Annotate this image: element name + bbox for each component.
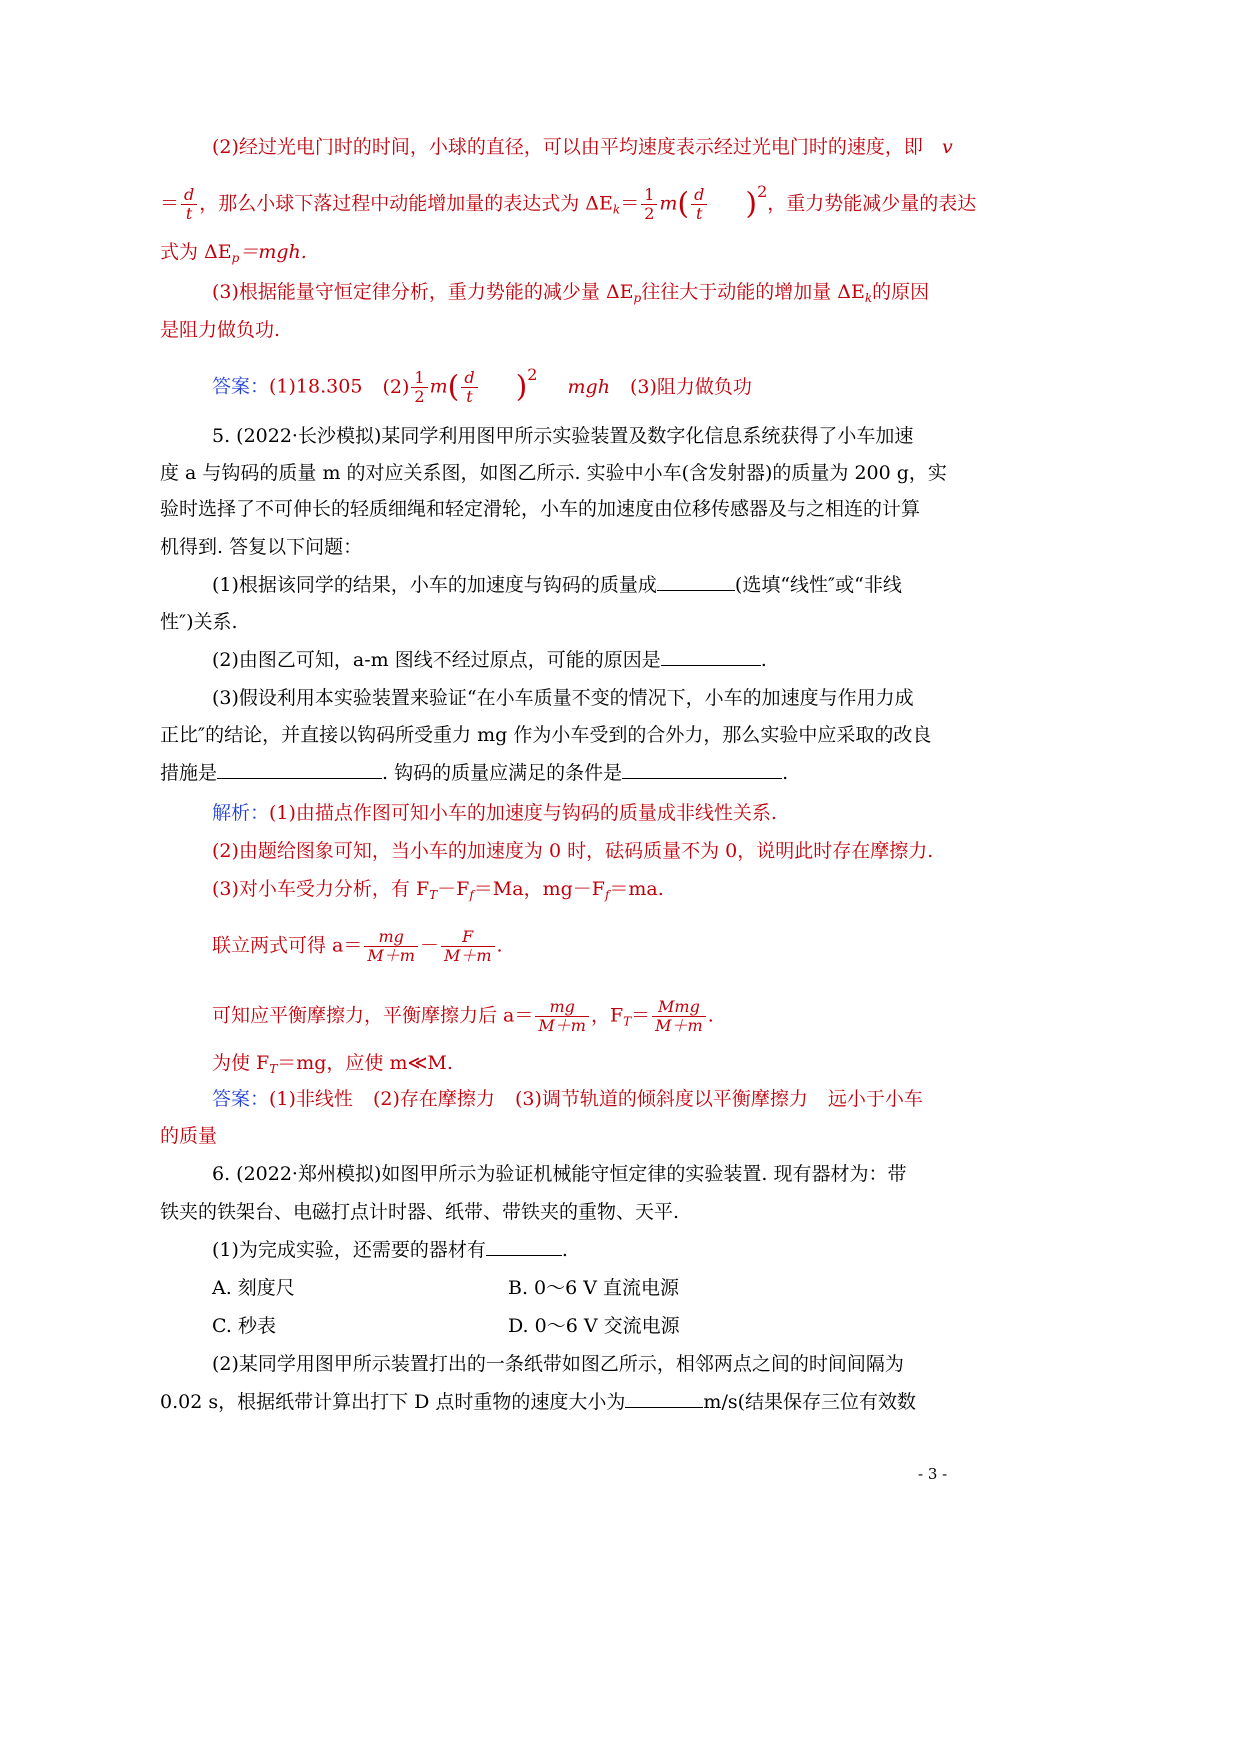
solution-text: ＝Ma，mg－F: [473, 878, 605, 900]
answer-blank: [661, 647, 761, 666]
subscript-f: f: [469, 888, 474, 902]
answer-item: (3)调节轨道的倾斜度以平衡摩擦力: [514, 1088, 808, 1110]
solution-line: [212, 928, 503, 965]
fraction-mg-over-Mm: $\frac{mg}{M+m}$: [364, 928, 418, 965]
option-a: A. 刻度尺: [212, 1277, 295, 1299]
solution-text: ＝ma.: [609, 878, 664, 900]
left-paren: (: [677, 186, 690, 222]
question-line: [212, 571, 902, 599]
answer-line: 的质量: [160, 1125, 218, 1147]
answer-item: (3)阻力做负功: [630, 375, 752, 398]
fraction-Mmg-over-Mm: $\frac{\text{Mmg}}{M+m}$: [652, 998, 706, 1035]
solution-line: [212, 133, 923, 161]
variable-m: m: [659, 192, 678, 215]
question-line: [212, 646, 767, 674]
subscript-f: f: [604, 888, 610, 902]
solution-text: ，F: [590, 1004, 624, 1027]
fraction-one-half: $\frac{1}{2}$: [641, 186, 657, 223]
solution-text: (3)对小车受力分析，有 F: [212, 878, 430, 900]
question-line: [160, 759, 788, 787]
question-line: [212, 1236, 568, 1264]
answer-label: 答案：: [212, 1088, 270, 1110]
question-line: (2)某同学用图甲所示装置打出的一条纸带如图乙所示，相邻两点之间的时间间隔为: [212, 1353, 904, 1375]
answer-item: (2)存在摩擦力: [372, 1088, 495, 1110]
answer-blank: [486, 1237, 562, 1256]
exponent-2: 2: [757, 182, 768, 201]
fraction-mg-over-Mm: $\frac{mg}{M+m}$: [535, 998, 589, 1035]
solution-line: (2)由题给图象可知，当小车的加速度为 0 时，砝码质量不为 0，说明此时存在摩擦力.: [212, 840, 934, 862]
answer-blank: [217, 760, 382, 779]
fraction-F-over-Mm: $\frac{F}{M+m}$: [441, 928, 495, 965]
period: .: [496, 934, 503, 957]
subscript-k: k: [864, 291, 873, 305]
left-paren: (: [447, 369, 460, 405]
question-text: .: [782, 762, 789, 784]
solution-line: [212, 1049, 453, 1083]
answer-line: [212, 365, 752, 406]
variable-v: v: [942, 136, 953, 158]
subscript-T: T: [269, 1062, 278, 1076]
question-line: 5. (2022·长沙模拟)某同学利用图甲所示实验装置及数字化信息系统获得了小车加速: [212, 425, 914, 447]
solution-text: 可知应平衡摩擦力，平衡摩擦力后 a＝: [212, 1004, 534, 1027]
solution-text: (1)由描点作图可知小车的加速度与钩码的质量成非线性关系.: [269, 802, 777, 824]
option-d: D. 0～6 V 交流电源: [508, 1315, 680, 1337]
question-line: 性″)关系.: [160, 611, 238, 633]
option-c: C. 秒表: [212, 1315, 276, 1337]
answer-item: mgh: [567, 375, 610, 398]
question-line: (3)假设利用本实验装置来验证“在小车质量不变的情况下，小车的加速度与作用力成: [212, 687, 914, 709]
solution-line: [160, 238, 307, 272]
subscript-p: p: [633, 291, 642, 305]
variable-m: m: [429, 375, 448, 398]
fraction-d-over-t: $\frac{d}{t}$: [691, 186, 707, 223]
solution-text: ，那么小球下落过程中动能增加量的表达式为 ΔE: [199, 192, 613, 215]
subscript-k: k: [612, 202, 621, 217]
question-text: . 钩码的质量应满足的条件是: [382, 762, 623, 784]
solution-line: 可知应平衡摩擦力，平衡摩擦力后 a＝ $\frac{mg}{M+m}$ ，$F_T=$ $\frac{\text{Mmg}}{M+m}$ .: [212, 997, 714, 1035]
solution-text: 联立两式可得 a＝: [212, 934, 363, 957]
page-number: - 3 -: [918, 1465, 948, 1483]
question-text: (1)为完成实验，还需要的器材有: [212, 1239, 486, 1261]
answer-blank: [625, 1389, 703, 1408]
answer-item: (1)18.305: [269, 375, 363, 398]
solution-line: [212, 875, 664, 909]
question-text: .: [561, 1239, 568, 1261]
fraction-d-over-t: $\frac{d}{t}$: [461, 369, 477, 406]
question-line: 验时选择了不可伸长的轻质细绳和轻定滑轮，小车的加速度由位移传感器及与之相连的计算: [160, 498, 921, 520]
exponent-2: 2: [527, 365, 538, 384]
fraction-d-over-t: $\frac{d}{t}$: [181, 186, 197, 223]
question-text: (2)由图乙可知，a-m 图线不经过原点，可能的原因是: [212, 649, 661, 671]
solution-line: [212, 278, 929, 312]
answer-blank: [657, 572, 735, 591]
period: .: [707, 1004, 714, 1027]
equals-sign: ＝: [160, 192, 180, 215]
answer-line: [212, 1085, 923, 1113]
answer-blank: [622, 760, 782, 779]
solution-text: 为使 F: [212, 1052, 270, 1074]
solution-text: 的原因: [872, 281, 930, 303]
question-text: m/s(结果保存三位有效数: [703, 1391, 917, 1413]
solution-text: 式为 ΔE: [160, 241, 232, 263]
solution-text: 往往大于动能的增加量 ΔE: [641, 281, 865, 303]
solution-text: ＝mgh.: [239, 241, 307, 263]
question-text: .: [760, 649, 767, 671]
answer-item: (2): [382, 375, 410, 398]
question-line: 6. (2022·郑州模拟)如图甲所示为验证机械能守恒定律的实验装置. 现有器材为：带: [212, 1163, 907, 1185]
solution-line: [212, 799, 777, 827]
question-text: (选填“线性″或“非线: [734, 574, 902, 596]
subscript-T: T: [623, 1014, 632, 1029]
solution-label: 解析：: [212, 802, 270, 824]
solution-text: －F: [437, 878, 470, 900]
solution-text: (3)根据能量守恒定律分析，重力势能的减少量 ΔE: [212, 281, 634, 303]
option-b: B. 0～6 V 直流电源: [508, 1277, 680, 1299]
solution-text: (2)经过光电门时的时间，小球的直径，可以由平均速度表示经过光电门时的速度，即: [212, 136, 923, 158]
question-line: 铁夹的铁架台、电磁打点计时器、纸带、带铁夹的重物、天平.: [160, 1201, 680, 1223]
question-line: [160, 1388, 916, 1416]
question-text: (1)根据该同学的结果，小车的加速度与钩码的质量成: [212, 574, 657, 596]
minus-sign: －: [419, 934, 439, 957]
right-paren: ): [515, 369, 528, 405]
solution-line: [160, 316, 280, 344]
question-line: 度 a 与钩码的质量 m 的对应关系图，如图乙所示. 实验中小车(含发射器)的质量为 200 g，实: [160, 462, 947, 484]
question-text: 措施是: [160, 762, 218, 784]
solution-text: 是阻力做负功.: [160, 319, 281, 341]
subscript-p: p: [231, 251, 240, 265]
question-line: 机得到. 答复以下问题：: [160, 536, 363, 558]
subscript-T: T: [429, 888, 438, 902]
answer-item: 远小于小车: [827, 1088, 923, 1110]
fraction-one-half: $\frac{1}{2}$: [411, 369, 427, 406]
solution-text: ，重力势能减少量的表达: [767, 192, 977, 215]
answer-label: 答案：: [212, 375, 270, 398]
solution-line: [160, 182, 977, 224]
answer-item: (1)非线性: [269, 1088, 353, 1110]
equals-sign: ＝: [620, 192, 640, 215]
solution-text: ＝mg，应使 m≪M.: [277, 1052, 453, 1074]
question-text: 0.02 s，根据纸带计算出打下 D 点时重物的速度大小为: [160, 1391, 626, 1413]
question-line: 正比″的结论，并直接以钩码所受重力 mg 作为小车受到的合外力，那么实验中应采取的改良: [160, 724, 932, 746]
right-paren: ): [745, 186, 758, 222]
